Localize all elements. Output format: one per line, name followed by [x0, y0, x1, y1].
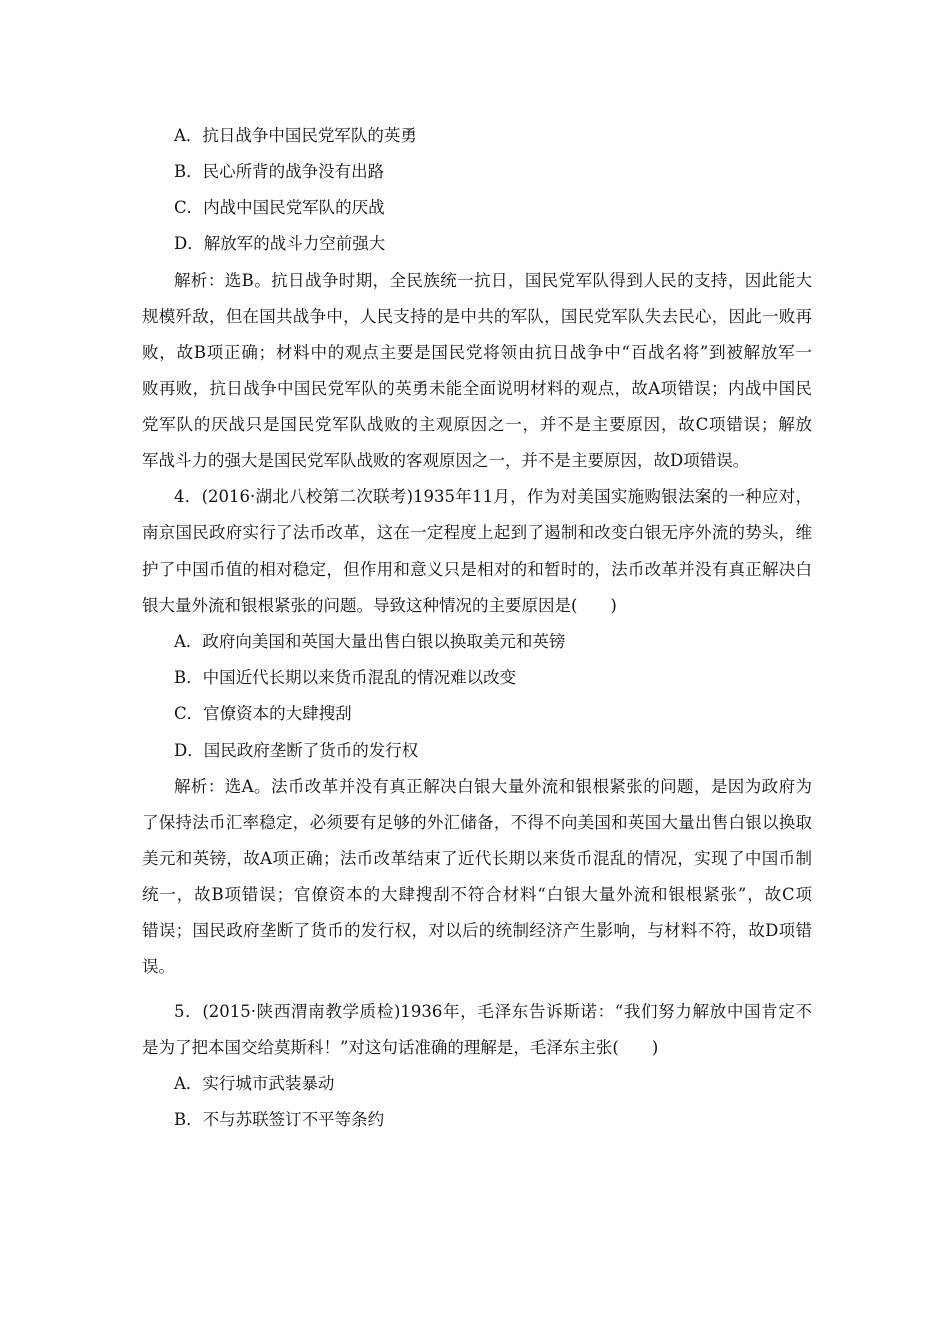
- q3-option-d: D．解放军的战斗力空前强大: [174, 234, 386, 253]
- q3-option-b: B．民心所背的战争没有出路: [174, 162, 385, 181]
- q3-option-a: A．抗日战争中国民党军队的英勇: [174, 126, 417, 145]
- q4-analysis-line: 解析：选A。法币改革并没有真正解决白银大量外流和银根紧张的问题，是因为政府为: [174, 777, 812, 796]
- q3-analysis-line: 规模歼敌，但在国共战争中，人民支持的是中共的军队，国民党军队失去民心，因此一败再: [142, 307, 812, 326]
- q4-option-b: B．中国近代长期以来货币混乱的情况难以改变: [174, 668, 517, 687]
- q4-stem-line: 银大量外流和银根紧张的问题。导致这种情况的主要原因是( ): [142, 596, 617, 615]
- q4-stem-line: 4．(2016·湖北八校第二次联考)1935年11月，作为对美国实施购银法案的一种应对，: [174, 487, 812, 506]
- q4-analysis-line: 误。: [142, 957, 175, 976]
- q5-option-a: A．实行城市武装暴动: [174, 1074, 335, 1093]
- q3-analysis-line: 党军队的厌战只是国民党军队战败的主观原因之一，并不是主要原因，故C项错误；解放: [142, 415, 812, 434]
- q4-option-a: A．政府向美国和英国大量出售白银以换取美元和英镑: [174, 632, 566, 651]
- q4-stem-line: 护了中国币值的相对稳定，但作用和意义只是相对的和暂时的，法币改革并没有真正解决白: [142, 560, 812, 579]
- q3-analysis-line: 军战斗力的强大是国民党军队战败的客观原因之一，并不是主要原因，故D项错误。: [142, 451, 750, 470]
- q4-option-d: D．国民政府垄断了货币的发行权: [174, 741, 419, 760]
- q4-analysis-line: 美元和英镑，故A项正确；法币改革结束了近代长期以来货币混乱的情况，实现了中国币制: [142, 849, 812, 868]
- q3-analysis-line: 败再败，抗日战争中国民党军队的英勇未能全面说明材料的观点，故A项错误；内战中国民: [142, 379, 812, 398]
- q3-analysis-line: 解析：选B。抗日战争时期，全民族统一抗日，国民党军队得到人民的支持，因此能大: [174, 271, 812, 290]
- q3-option-c: C．内战中国民党军队的厌战: [174, 198, 385, 217]
- q5-option-b: B．不与苏联签订不平等条约: [174, 1110, 385, 1129]
- q5-stem-line: 5．(2015·陕西渭南教学质检)1936年，毛泽东告诉斯诺：“我们努力解放中国肯定不: [174, 1002, 812, 1021]
- q3-analysis-line: 败，故B项正确；材料中的观点主要是国民党将领由抗日战争中“百战名将”到被解放军一: [142, 343, 812, 362]
- q4-stem-line: 南京国民政府实行了法币改革，这在一定程度上起到了遏制和改变白银无序外流的势头，维: [142, 523, 812, 542]
- q4-analysis-line: 错误；国民政府垄断了货币的发行权，对以后的统制经济产生影响，与材料不符，故D项错: [142, 921, 812, 940]
- q4-analysis-line: 统一，故B项错误；官僚资本的大肆搜刮不符合材料“白银大量外流和银根紧张”，故C项: [142, 885, 812, 904]
- q4-option-c: C．官僚资本的大肆搜刮: [174, 704, 352, 723]
- q5-stem-line: 是为了把本国交给莫斯科！”对这句话准确的理解是，毛泽东主张( ): [142, 1038, 659, 1057]
- q4-analysis-line: 了保持法币汇率稳定，必须要有足够的外汇储备，不得不向美国和英国大量出售白银以换取: [142, 813, 812, 832]
